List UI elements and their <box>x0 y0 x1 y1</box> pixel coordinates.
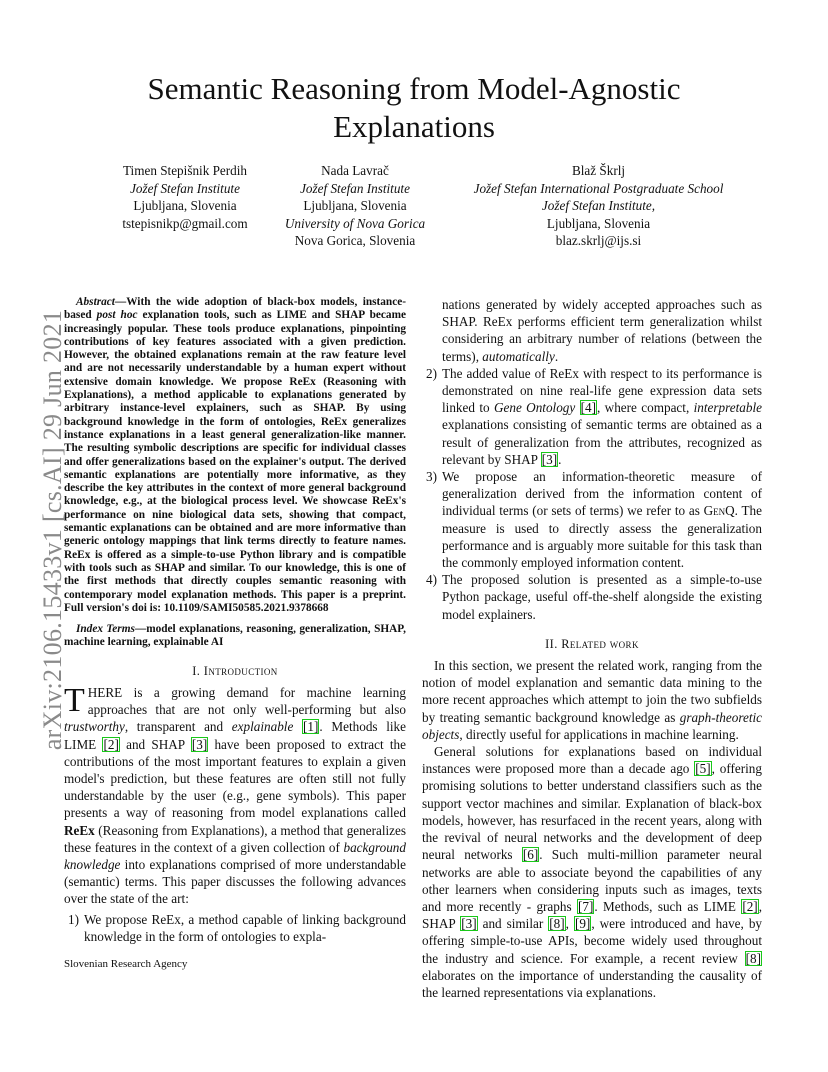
contribution-text: We propose an information-theoretic measure of generalization derived from the information content of individual terms (or sets of terms) we refer to as GenQ. The measure is used to directly assess the generalization performance and is arguably more suitable for this task than the commonly employed information content. <box>442 469 762 571</box>
arxiv-identifier-text: arXiv:2106.15433v1 [cs.AI] 29 Jun 2021 <box>38 309 67 751</box>
citation-link[interactable]: [3] <box>191 736 208 752</box>
emphasis-text: post hoc <box>96 309 138 322</box>
emphasis-text: automatically <box>482 348 555 364</box>
contribution-item-1-continued: nations generated by widely accepted approaches such as SHAP. ReEx performs efficient term generalization whilst considering an arbitrary number of relations (between the terms), automatically. <box>442 297 762 364</box>
related-work-paragraph-1: In this section, we present the related work, ranging from the notion of model explanation and semantic data mining to the more recent approaches which attempt to join the two subfields by treating semantic background knowledge as graph-theoretic objects, directly useful for applications in machine learning. <box>422 658 762 742</box>
contribution-number: 2) <box>426 365 437 381</box>
citation-link[interactable]: [8] <box>745 950 761 966</box>
author-affiliation-line: Ljubljana, Slovenia <box>546 215 651 231</box>
right-column <box>422 296 762 1001</box>
intro-paragraph <box>64 681 406 908</box>
author-block <box>0 162 828 282</box>
abstract-lead: Abstract <box>76 296 115 308</box>
author-name: Timen Stepišnik Perdih <box>122 163 248 178</box>
index-terms-text: —model explanations, reasoning, generalization, SHAP, machine learning, explainable AI <box>64 623 406 649</box>
citation-link[interactable]: [3] <box>541 451 558 467</box>
contribution-text: The added value of ReEx with respect to its performance is demonstrated on nine real-life gene expression data sets linked to Gene Ontology [4], where compact, interpretable explanations consisting of semantic terms are obtained as a result of generalization from the attributes, recognized as relevant by SHAP [3]. <box>442 365 762 467</box>
section-2-heading: II. Related work <box>545 636 639 651</box>
contribution-item <box>422 571 762 623</box>
index-terms <box>64 623 406 650</box>
author-affiliation-line: Jožef Stefan Institute, <box>541 198 656 214</box>
citation-link[interactable]: [7] <box>577 898 594 914</box>
contributions-list-cont <box>422 365 762 623</box>
author-2 <box>260 162 450 249</box>
abstract-body: —With the wide adoption of black-box models, instance-based post hoc explanation tools, such as LIME and SHAP became increasingly popular. These tools produce explanations, pinpointing contributions of key features associated with a given prediction. However, the obtained explanations remain at the raw feature level and are not necessarily understandable by a human expert without extensive domain knowledge. We propose ReEx (Reasoning with Explanations), a method applicable to explanations generated by arbitrary instance-level explainers, such as SHAP. By using background knowledge in the form of ontologies, ReEx generalizes instance explanations in a least general generalization-like manner. The resulting symbolic descriptions are specific for individual classes and offer generalizations based on the explainer's output. The derived semantic explanations are potentially more informative, as they describe the key attributes in the context of more general background knowledge, e.g., at the biological process level. We showcase ReEx's performance on nine biological data sets, showing that compact, semantic explanations can be obtained and are more informative than generic ontology mappings that link terms directly to feature names. ReEx is offered as a simple-to-use Python library and is compatible with tools such as SHAP and similar. To our knowledge, this is one of the first methods that directly couples semantic reasoning with contemporary model explanation methods. This paper is a preprint. Full version's doi is: 10.1109/SAMI50585.2021.9378668 <box>64 296 406 614</box>
drop-cap: T <box>64 681 85 719</box>
citation-link[interactable]: [2] <box>103 736 119 752</box>
contribution-text: We propose ReEx, a method capable of linking background knowledge in the form of ontologies to expla- <box>84 911 406 944</box>
contribution-number: 3) <box>426 469 437 485</box>
contributions-list-start <box>64 911 406 945</box>
funding-footnote: Slovenian Research Agency <box>64 958 188 970</box>
emphasis-text: interpretable <box>693 400 762 416</box>
emphasis-text: background knowledge <box>64 839 406 872</box>
author-affiliation-line: University of Nova Gorica <box>284 215 426 231</box>
citation-link[interactable]: [3] <box>461 916 477 932</box>
citation-link[interactable]: [8] <box>549 916 565 932</box>
contribution-item-1 <box>64 911 406 945</box>
contribution-number: 1) <box>68 911 79 927</box>
citation-link[interactable]: [4] <box>580 400 597 416</box>
emphasis-text: trustworthy <box>64 719 125 735</box>
author-email[interactable]: tstepisnikp@gmail.com <box>122 215 248 231</box>
paper-title: Semantic Reasoning from Model-Agnostic Explanations <box>147 71 681 144</box>
author-affiliation-line: Jožef Stefan International Postgraduate School <box>473 181 724 197</box>
author-email[interactable]: blaz.skrlj@ijs.si <box>555 232 642 248</box>
author-affiliation-line: Ljubljana, Slovenia <box>133 198 237 214</box>
contribution-text: The proposed solution is presented as a simple-to-use Python package, useful off-the-shelf alongside the existing model explainers. <box>442 572 762 622</box>
citation-link[interactable]: [5] <box>695 761 711 777</box>
related-work-paragraph-2: General solutions for explanations based on individual instances were proposed more than a decade ago [5], offering promising solutions to better understand classifiers such as the support vector machines and similar. Explanation of black-box models, however, has resurfaced in the recent years, along with the revival of neural networks and the development of deep neural networks [6]. Such multi-million parameter neural networks are able to associate beyond the capabilities of any other learners when considering inputs such as images, texts and more recently - graphs [7]. Methods, such as LIME [2], SHAP [3] and similar [8], [9], were introduced and have, by offering simple-to-use APIs, become widely used throughout the industry and science. For example, a recent review [8] elaborates on the importance of understanding the causality of the learned representations via explanations. <box>422 744 763 1000</box>
left-column <box>64 296 406 945</box>
index-terms-lead: Index Terms <box>76 623 135 636</box>
author-affiliation-line: Jožef Stefan Institute <box>300 181 410 197</box>
author-1 <box>95 162 275 232</box>
bold-text: ReEx <box>64 822 95 838</box>
author-name: Blaž Škrlj <box>571 163 626 178</box>
author-affiliation-line: Nova Gorica, Slovenia <box>294 232 416 248</box>
author-name: Nada Lavrač <box>321 163 389 178</box>
citation-link[interactable]: [9] <box>574 916 591 932</box>
emphasis-text: graph-theoretic objects <box>422 709 762 742</box>
author-affiliation-line: Ljubljana, Slovenia <box>303 198 407 214</box>
citation-link[interactable]: [2] <box>742 898 758 914</box>
intro-paragraph-body: HERE is a growing demand for machine learning approaches that are not only well-performing but also trustworthy, transparent and explainable [1]. Methods like LIME [2] and SHAP [3] have been proposed to extract the contributions of the most important features to explain a given model's prediction, but these features are often still not fully understandable by the user (e.g., gene symbols). This paper presents a way of reasoning from model explanations called ReEx (Reasoning from Explanations), a method that generalizes these features in the context of a given collection of background knowledge into explanations comprised of more understandable (semantic) terms. This paper discusses the following advances over the state of the art: <box>64 684 406 907</box>
smallcaps-text: GenQ <box>703 503 735 519</box>
contribution-item <box>422 365 762 468</box>
contribution-number: 4) <box>426 572 437 588</box>
author-3 <box>460 162 737 249</box>
contribution-item <box>422 468 762 571</box>
emphasis-text: explainable <box>231 719 294 735</box>
citation-link[interactable]: [6] <box>522 847 539 863</box>
abstract <box>64 296 406 615</box>
emphasis-text: Gene Ontology <box>493 400 576 416</box>
section-1-heading: I. Introduction <box>192 663 278 678</box>
author-affiliation-line: Jožef Stefan Institute <box>130 181 240 197</box>
citation-link[interactable]: [1] <box>303 719 319 735</box>
